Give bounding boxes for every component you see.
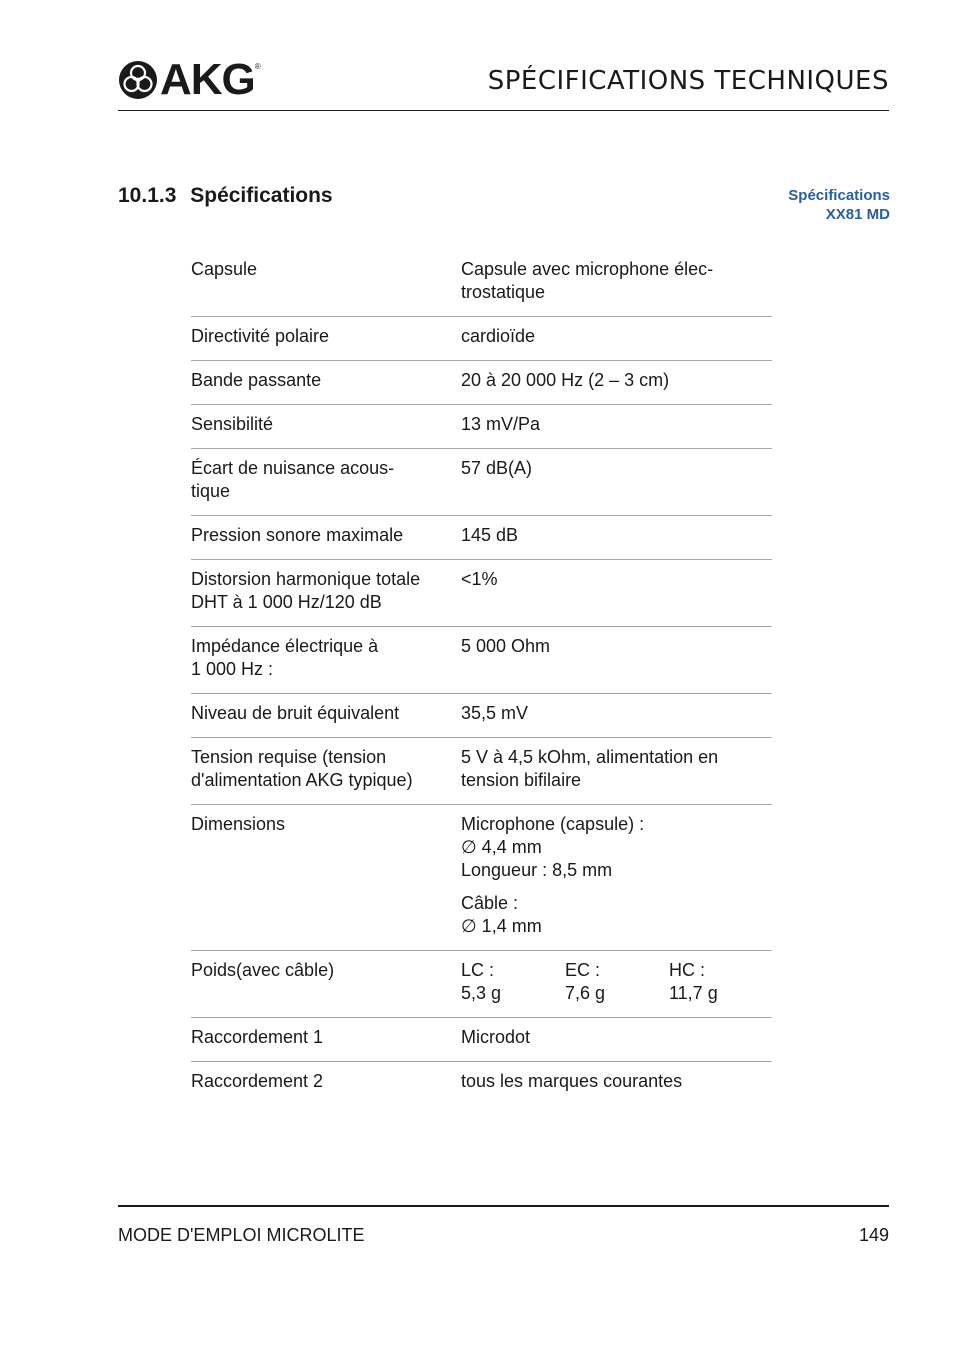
- spec-value: cardioïde: [461, 326, 536, 346]
- spec-value: 35,5 mV: [461, 703, 529, 723]
- spec-label: Écart de nuisance acous- tique: [191, 458, 395, 501]
- spec-label: Poids(avec câble): [191, 960, 335, 980]
- spec-value: Microdot: [461, 1027, 531, 1047]
- spec-row: [191, 694, 772, 738]
- spec-row: [191, 405, 772, 449]
- spec-value: 5 V à 4,5 kOhm, alimentation en tension bifilaire: [461, 747, 719, 790]
- logo-wordmark: AKG: [160, 55, 255, 104]
- weight-lc: LC : 5,3 g: [461, 960, 502, 1003]
- section-heading: Spécifications: [190, 184, 333, 207]
- spec-row: [191, 738, 772, 805]
- side-note-line: XX81 MD: [825, 206, 890, 223]
- spec-label: Sensibilité: [191, 414, 274, 434]
- spec-label: Raccordement 2: [191, 1071, 324, 1091]
- spec-row: [191, 1018, 772, 1062]
- spec-label: Raccordement 1: [191, 1027, 324, 1047]
- spec-row: [191, 449, 772, 516]
- spec-row: [191, 361, 772, 405]
- weight-values: [461, 959, 773, 1005]
- spec-value: Capsule avec microphone élec- trostatique: [461, 259, 714, 302]
- spec-row: [191, 516, 772, 560]
- spec-label: Directivité polaire: [191, 326, 330, 346]
- spec-row: [191, 560, 772, 627]
- spec-label: Pression sonore maximale: [191, 525, 404, 545]
- spec-label: Niveau de bruit équivalent: [191, 703, 400, 723]
- section-title: [118, 184, 333, 208]
- spec-label: Impédance électrique à 1 000 Hz :: [191, 636, 379, 679]
- akg-emblem-icon: [118, 60, 158, 100]
- spec-value: tous les marques courantes: [461, 1071, 683, 1091]
- spec-value: 13 mV/Pa: [461, 414, 541, 434]
- spec-row: [191, 951, 772, 1018]
- section-number: 10.1.3: [118, 184, 177, 207]
- specifications-table: [191, 250, 772, 1105]
- spec-value: 57 dB(A): [461, 458, 533, 478]
- side-note: [788, 186, 890, 224]
- spec-label: Capsule: [191, 259, 258, 279]
- side-note-line: Spécifications: [788, 187, 890, 204]
- manual-title: MODE D'EMPLOI MICROLITE: [118, 1225, 365, 1245]
- page-header-title: SPÉCIFICATIONS TECHNIQUES: [487, 66, 889, 96]
- spec-label: Dimensions: [191, 814, 286, 834]
- spec-label: Distorsion harmonique totale DHT à 1 000 Hz/120 dB: [191, 569, 421, 612]
- spec-label: Bande passante: [191, 370, 322, 390]
- weight-ec: EC : 7,6 g: [565, 960, 606, 1003]
- spec-value: 5 000 Ohm: [461, 636, 551, 656]
- spec-value: 20 à 20 000 Hz (2 – 3 cm): [461, 370, 670, 390]
- weight-hc: HC : 11,7 g: [669, 960, 718, 1003]
- page-number: 149: [858, 1225, 889, 1245]
- page-header: [118, 56, 889, 111]
- akg-logo: [118, 55, 261, 104]
- spec-value: 145 dB: [461, 525, 519, 545]
- page-footer: [118, 1205, 889, 1245]
- spec-row: [191, 627, 772, 694]
- registered-mark: ®: [254, 62, 261, 71]
- spec-value: Microphone (capsule) : ∅ 4,4 mm Longueur : 8,5 mm Câble : ∅ 1,4 mm: [461, 814, 645, 936]
- spec-row: [191, 1062, 772, 1105]
- spec-row: [191, 317, 772, 361]
- spec-label: Tension requise (tension d'alimentation AKG typique): [191, 747, 413, 790]
- spec-row: [191, 250, 772, 317]
- spec-value: <1%: [461, 569, 498, 589]
- spec-row: [191, 805, 772, 951]
